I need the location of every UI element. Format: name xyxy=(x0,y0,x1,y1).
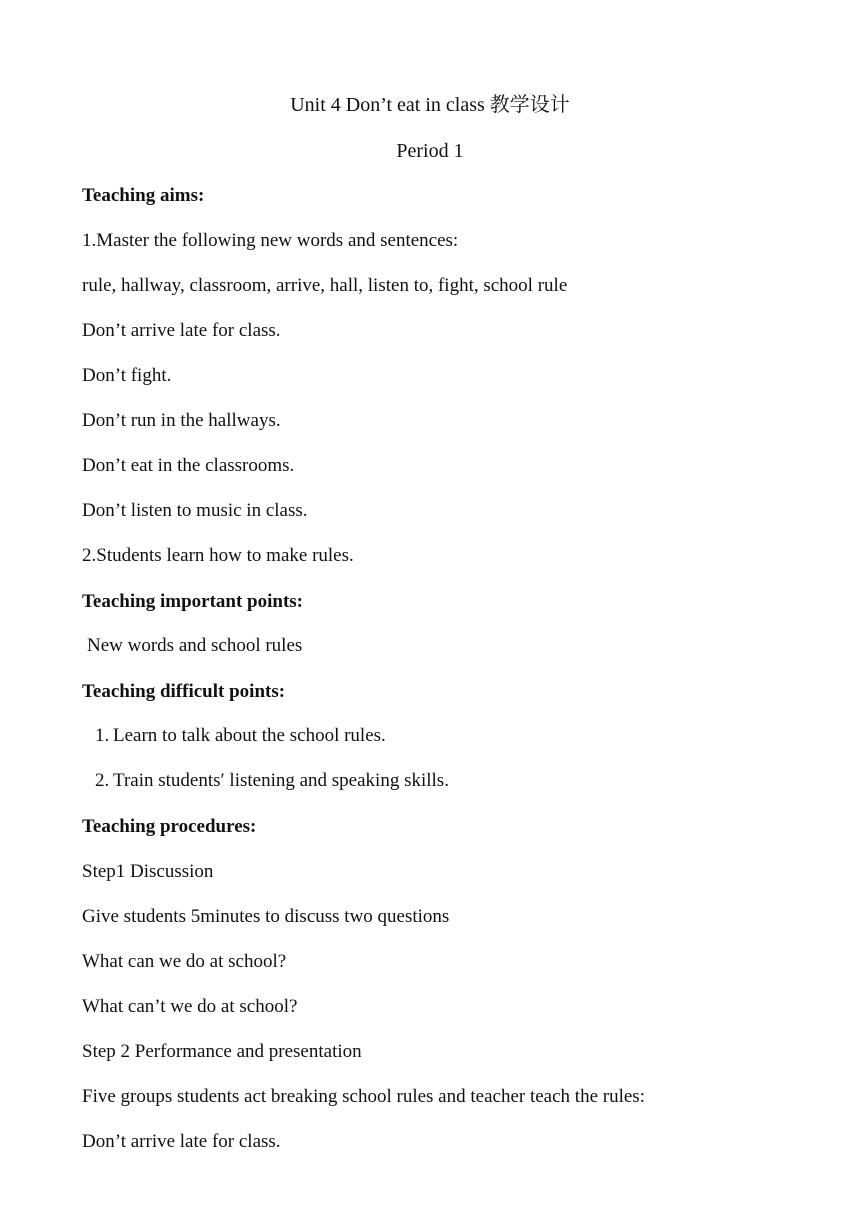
teaching-aims-heading: Teaching aims: xyxy=(82,185,205,206)
procedures-heading: Teaching procedures: xyxy=(82,816,257,837)
list-item-text: Learn to talk about the school rules. xyxy=(113,725,386,746)
document-title: Unit 4 Don’t eat in class 教学设计 xyxy=(290,94,570,116)
question-1: What can we do at school? xyxy=(82,951,287,972)
sentence-4: Don’t eat in the classrooms. xyxy=(82,455,295,476)
aims-item-2: 2.Students learn how to make rules. xyxy=(82,545,354,566)
step-2-rule-1: Don’t arrive late for class. xyxy=(82,1131,281,1152)
aims-word-list: rule, hallway, classroom, arrive, hall, listen to, fight, school rule xyxy=(82,275,568,296)
difficult-points-heading: Teaching difficult points: xyxy=(82,681,286,702)
list-item-text: Train students′ listening and speaking skills. xyxy=(113,770,449,791)
important-points-text: New words and school rules xyxy=(87,635,303,656)
sentence-1: Don’t arrive late for class. xyxy=(82,320,281,341)
sentence-5: Don’t listen to music in class. xyxy=(82,500,308,521)
list-item-number: 2. xyxy=(95,770,110,791)
step-1-description: Give students 5minutes to discuss two questions xyxy=(82,906,450,927)
document-subtitle: Period 1 xyxy=(396,140,464,162)
list-item-number: 1. xyxy=(95,725,110,746)
sentence-2: Don’t fight. xyxy=(82,365,172,386)
question-2: What can’t we do at school? xyxy=(82,996,298,1017)
aims-item-1: 1.Master the following new words and sentences: xyxy=(82,230,459,251)
step-2-description: Five groups students act breaking school rules and teacher teach the rules: xyxy=(82,1086,645,1107)
step-1-title: Step1 Discussion xyxy=(82,861,214,882)
important-points-heading: Teaching important points: xyxy=(82,591,303,612)
sentence-3: Don’t run in the hallways. xyxy=(82,410,281,431)
step-2-title: Step 2 Performance and presentation xyxy=(82,1041,362,1062)
